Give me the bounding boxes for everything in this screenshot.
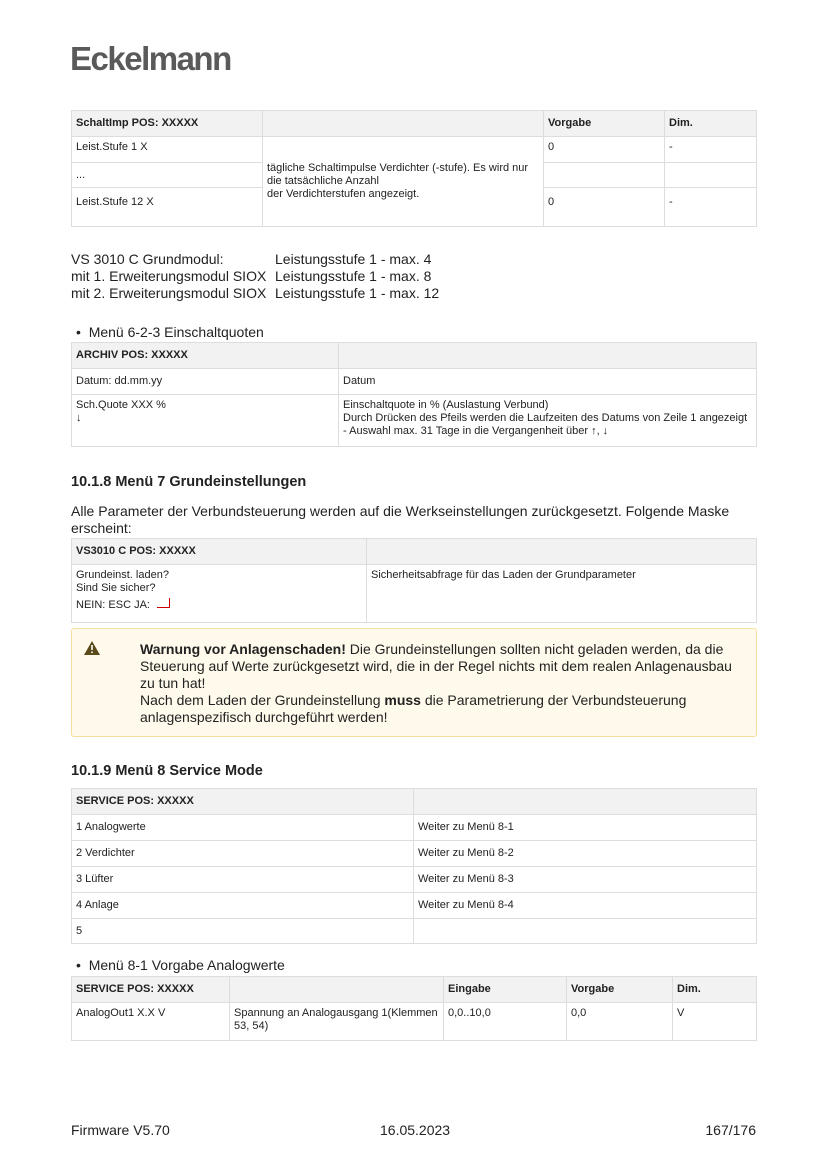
table-cell: 2 Verdichter <box>72 841 414 867</box>
table-cell: Weiter zu Menü 8-3 <box>414 867 757 893</box>
table-cell: 0,0..10,0 <box>444 1003 567 1041</box>
table-cell <box>665 163 757 188</box>
header-cell: Vorgabe <box>567 977 673 1003</box>
table-cell: 1 Analogwerte <box>72 815 414 841</box>
table-cell: 0 <box>544 188 665 227</box>
bullet-text: Menü 8-1 Vorgabe Analogwerte <box>88 957 285 973</box>
footer-page-number: 167/176 <box>705 1122 756 1138</box>
description-cell <box>263 137 544 227</box>
warning-emphasis: muss <box>384 692 421 708</box>
warning-icon <box>84 641 100 655</box>
warning-box <box>71 628 757 737</box>
table-cell: ... <box>72 163 263 188</box>
section-heading: 10.1.9 Menü 8 Service Mode <box>71 763 263 779</box>
table-cell <box>414 919 757 944</box>
table-cell: V <box>673 1003 757 1041</box>
header-cell: SERVICE POS: XXXXX <box>72 789 414 815</box>
table-cell: 5 <box>72 919 414 944</box>
header-cell: ARCHIV POS: XXXXX <box>72 343 339 369</box>
level-value: Leistungsstufe 1 - max. 12 <box>275 285 440 301</box>
eckelmann-logo: Eckelmann <box>70 40 231 77</box>
table-cell <box>72 395 339 447</box>
table-cell: - <box>665 188 757 227</box>
header-cell <box>263 111 544 137</box>
table-cell <box>339 395 757 447</box>
module-label: VS 3010 C Grundmodul: <box>71 251 224 267</box>
header-cell: Eingabe <box>444 977 567 1003</box>
desc-text: der Verdichterstufen angezeigt. <box>267 188 420 200</box>
schaltimp-table <box>71 110 757 227</box>
warning-body: Nach dem Laden der Grundeinstellung <box>140 692 385 708</box>
warning-title: Warnung vor Anlagenschaden! <box>140 641 346 657</box>
footer-firmware: Firmware V5.70 <box>71 1122 170 1138</box>
header-cell: SERVICE POS: XXXXX <box>72 977 230 1003</box>
header-cell: Dim. <box>665 111 757 137</box>
footer-date: 16.05.2023 <box>380 1122 451 1138</box>
cell-text: - Auswahl max. 31 Tage in die Vergangenheit über ↑, ↓ <box>343 425 609 437</box>
level-value: Leistungsstufe 1 - max. 8 <box>275 268 432 284</box>
header-cell: SchaltImp POS: XXXXX <box>72 111 263 137</box>
service-table <box>71 788 757 944</box>
archiv-table <box>71 342 757 447</box>
analog-table <box>71 976 757 1041</box>
table-cell: 0,0 <box>567 1003 673 1041</box>
bullet-item: • Menü 8-1 Vorgabe Analogwerte <box>76 957 285 973</box>
bullet-text: Menü 6-2-3 Einschaltquoten <box>88 324 264 340</box>
grundeinst-table <box>71 538 757 623</box>
table-cell: Weiter zu Menü 8-4 <box>414 893 757 919</box>
desc-text: tägliche Schaltimpulse Verdichter (-stufe). Es wird nur die tatsächliche Anzahl <box>267 162 529 187</box>
module-label: mit 2. Erweiterungsmodul SIOX <box>71 285 267 301</box>
table-cell: Spannung an Analogausgang 1(Klemmen 53, 54) <box>230 1003 444 1041</box>
table-cell: Datum: dd.mm.yy <box>72 369 339 395</box>
table-cell: Weiter zu Menü 8-1 <box>414 815 757 841</box>
table-cell: 4 Anlage <box>72 893 414 919</box>
cell-text: NEIN: ESC JA: <box>76 599 150 611</box>
section-heading: 10.1.8 Menü 7 Grundeinstellungen <box>71 474 307 490</box>
cell-text: Grundeinst. laden? <box>76 569 169 581</box>
level-value: Leistungsstufe 1 - max. 4 <box>275 251 432 267</box>
table-cell <box>544 163 665 188</box>
cell-text: Sind Sie sicher? <box>76 582 156 594</box>
enter-icon <box>157 598 170 608</box>
header-cell <box>367 539 757 565</box>
table-cell: Weiter zu Menü 8-2 <box>414 841 757 867</box>
table-cell: Sicherheitsabfrage für das Laden der Grundparameter <box>367 565 757 623</box>
table-cell: - <box>665 137 757 163</box>
table-cell: Leist.Stufe 1 X <box>72 137 263 163</box>
table-cell: 0 <box>544 137 665 163</box>
warning-text <box>140 641 740 726</box>
header-cell <box>230 977 444 1003</box>
cell-text: Durch Drücken des Pfeils werden die Laufzeiten des Datums von Zeile 1 angezeigt <box>343 412 748 424</box>
cell-text: Sch.Quote XXX % <box>76 399 166 411</box>
header-cell: VS3010 C POS: XXXXX <box>72 539 367 565</box>
arrow-down-icon: ↓ <box>76 412 82 424</box>
header-cell <box>339 343 757 369</box>
header-cell: Dim. <box>673 977 757 1003</box>
table-cell: AnalogOut1 X.X V <box>72 1003 230 1041</box>
header-cell: Vorgabe <box>544 111 665 137</box>
paragraph: Alle Parameter der Verbundsteuerung werden auf die Werkseinstellungen zurückgesetzt. Folgende Maske erscheint: <box>71 503 730 536</box>
module-label: mit 1. Erweiterungsmodul SIOX <box>71 268 267 284</box>
warning-body: Die Grundeinstellungen sollten nicht geladen werden, da die Steuerung auf Werte zurückgesetzt wird, die in der Regel nichts mit dem realen Anlagenausbau zu tun hat! <box>140 641 732 691</box>
bullet-item: • Menü 6-2-3 Einschaltquoten <box>76 324 264 340</box>
cell-text: Einschaltquote in % (Auslastung Verbund) <box>343 399 549 411</box>
table-cell <box>72 565 367 623</box>
warning-body: die Parametrierung der Verbundsteuerung anlagenspezifisch durchgeführt werden! <box>140 692 687 725</box>
header-cell <box>414 789 757 815</box>
table-cell: Datum <box>339 369 757 395</box>
table-cell: Leist.Stufe 12 X <box>72 188 263 227</box>
level-list <box>71 251 439 302</box>
table-cell: 3 Lüfter <box>72 867 414 893</box>
